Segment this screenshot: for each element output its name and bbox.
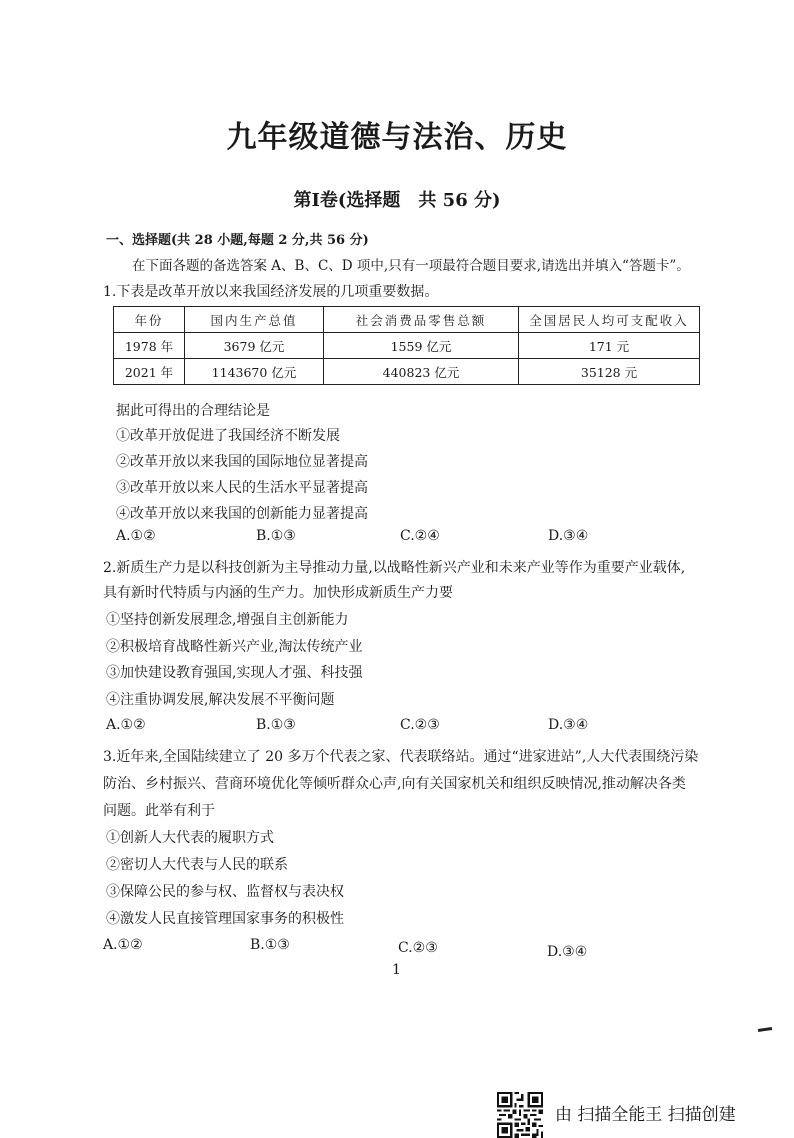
table-cell: 35128 元 [519,359,700,385]
q1-lead: 据此可得出的合理结论是 [116,403,270,419]
q3-option-d: D.③④ [547,944,588,960]
scanner-credit-text: 由 扫描全能王 扫描创建 [555,1105,736,1125]
q3-statement: ③保障公民的参与权、监督权与表决权 [106,884,344,900]
table-row [114,359,700,385]
table-header-cell: 社会消费品零售总额 [324,307,519,333]
qr-code-icon [497,1092,543,1138]
q1-option-c: C.②④ [400,528,440,544]
q1-statement: ④改革开放以来我国的创新能力显著提高 [116,506,368,522]
section-heading: 一、选择题(共 28 小题,每题 2 分,共 56 分) [106,233,369,248]
section-instruction: 在下面各题的备选答案 A、B、C、D 项中,只有一项最符合题目要求,请选出并填入“答题卡”。 [132,258,690,274]
q1-statement: ③改革开放以来人民的生活水平显著提高 [116,480,368,496]
table-cell: 3679 亿元 [185,333,324,359]
q1-option-b: B.①③ [256,528,296,544]
q2-statement: ③加快建设教育强国,实现人才强、科技强 [106,665,363,681]
table-cell: 1559 亿元 [324,333,519,359]
q1-statement: ①改革开放促进了我国经济不断发展 [116,428,340,444]
q2-statement: ④注重协调发展,解决发展不平衡问题 [106,692,335,708]
q2-option-b: B.①③ [256,717,296,733]
q2-stem-line: 具有新时代特质与内涵的生产力。加快形成新质生产力要 [103,585,453,601]
q2-statement: ②积极培育战略性新兴产业,淘汰传统产业 [106,639,363,655]
page-subtitle: 第Ⅰ卷(选择题 共 56 分) [293,190,501,211]
table-cell: 171 元 [519,333,700,359]
q3-stem-line: 问题。此举有利于 [103,803,215,819]
q3-statement: ①创新人大代表的履职方式 [106,830,274,846]
q1-stem: 1.下表是改革开放以来我国经济发展的几项重要数据。 [103,284,439,300]
q3-stem-line: 3.近年来,全国陆续建立了 20 多万个代表之家、代表联络站。通过“进家进站”,人大代表围绕污染 [103,749,699,765]
table-header-row [114,307,700,333]
q2-option-a: A.①② [106,717,146,733]
table-cell: 2021 年 [114,359,185,385]
page-number: 1 [392,962,401,978]
q1-statement: ②改革开放以来我国的国际地位显著提高 [116,454,368,470]
table-cell: 440823 亿元 [324,359,519,385]
q3-statement: ②密切人大代表与人民的联系 [106,857,288,873]
table-header-cell: 年份 [114,307,185,333]
table-header-cell: 国内生产总值 [185,307,324,333]
page-title: 九年级道德与法治、历史 [226,120,568,155]
economic-data-table [113,306,700,385]
q3-option-c: C.②③ [398,940,438,956]
q2-option-c: C.②③ [400,717,440,733]
q2-option-d: D.③④ [548,717,589,733]
q2-statement: ①坚持创新发展理念,增强自主创新能力 [106,612,349,628]
q1-option-d: D.③④ [548,528,589,544]
q3-option-b: B.①③ [250,937,290,953]
table-header-cell: 全国居民人均可支配收入 [519,307,700,333]
q3-statement: ④激发人民直接管理国家事务的积极性 [106,911,344,927]
table-row [114,333,700,359]
q2-stem-line: 2.新质生产力是以科技创新为主导推动力量,以战略性新兴产业和未来产业等作为重要产业载体, [103,560,686,576]
table-cell: 1143670 亿元 [185,359,324,385]
q3-stem-line: 防治、乡村振兴、营商环境优化等倾听群众心声,向有关国家机关和组织反映情况,推动解决各类 [103,776,686,792]
q1-option-a: A.①② [116,528,156,544]
q3-option-a: A.①② [103,937,143,953]
scan-mark [758,1027,772,1032]
table-cell: 1978 年 [114,333,185,359]
